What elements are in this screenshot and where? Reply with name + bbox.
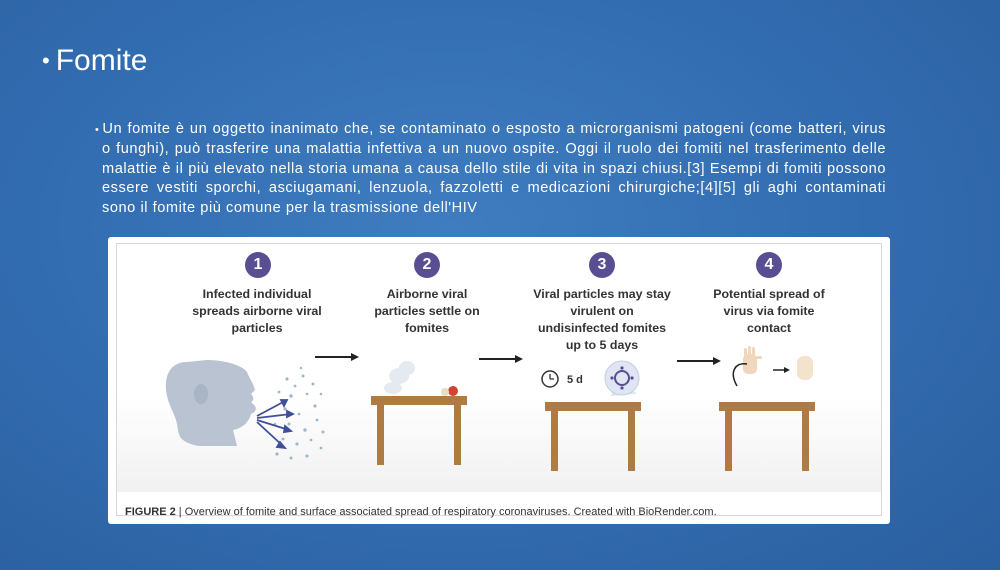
head-icon <box>166 360 256 446</box>
slide-bullet-paragraph <box>95 120 886 218</box>
figure-panel <box>108 237 890 524</box>
step-2-text: Airborne viral particles settle on fomites <box>374 287 480 335</box>
slide-title <box>42 44 147 78</box>
step-3-text: Viral particles may stay virulent on undisinfected fomites up to 5 days <box>533 287 671 352</box>
hand-icon <box>743 346 762 374</box>
step-1-badge: 1 <box>245 252 271 278</box>
step-4-text: Potential spread of virus via fomite contact <box>713 287 825 335</box>
arrow-icon <box>773 367 790 373</box>
slide-title-text: Fomite <box>55 44 148 77</box>
bullet-icon: • <box>42 48 50 73</box>
timer-label: 5 d <box>567 374 583 386</box>
clock-icon <box>542 371 558 387</box>
table-icon <box>719 402 815 471</box>
apple-icon <box>441 386 458 396</box>
arrow-icon <box>315 353 359 361</box>
mist-icon <box>384 361 415 394</box>
table-icon <box>371 396 467 465</box>
figure-caption-text: Overview of fomite and surface associated spread of respiratory coronaviruses. Created with BioRender.com. <box>184 506 717 518</box>
table-icon <box>545 402 641 471</box>
step-1-text: Infected individual spreads airborne viral particles <box>192 287 322 335</box>
bullet-icon: • <box>95 124 100 136</box>
hand-icon <box>797 356 813 380</box>
figure-illustration <box>117 244 883 517</box>
figure-caption: FIGURE 2 | Overview of fomite and surface associated spread of respiratory coronaviruses. Created with BioRender.com. <box>125 506 717 518</box>
slide-bullet-text: Un fomite è un oggetto inanimato che, se contaminato o esposto a microrganismi patogeni (come batteri, virus o funghi), può trasferire una malattia infettiva a un nuovo ospite. Oggi il ruolo dei fomiti nel trasferimento delle malattie è il più elevato nella storia umana a causa dello stile di vita in spazi chiusi.[3] Esempi di fomiti possono essere vestiti sporchi, asciugamani, lenzuola, fazzoletti e medicazioni chirurgiche;[4][5] gli aghi contaminati sono il fomite più comune per la trasmissione dell'HIV <box>102 121 886 216</box>
arrow-icon <box>677 357 721 365</box>
figure-frame <box>116 243 882 516</box>
step-4-badge: 4 <box>756 252 782 278</box>
virus-icon <box>605 361 639 396</box>
step-2-badge: 2 <box>414 252 440 278</box>
arrow-icon <box>479 355 523 363</box>
step-3-badge: 3 <box>589 252 615 278</box>
figure-caption-label: FIGURE 2 <box>125 506 176 518</box>
